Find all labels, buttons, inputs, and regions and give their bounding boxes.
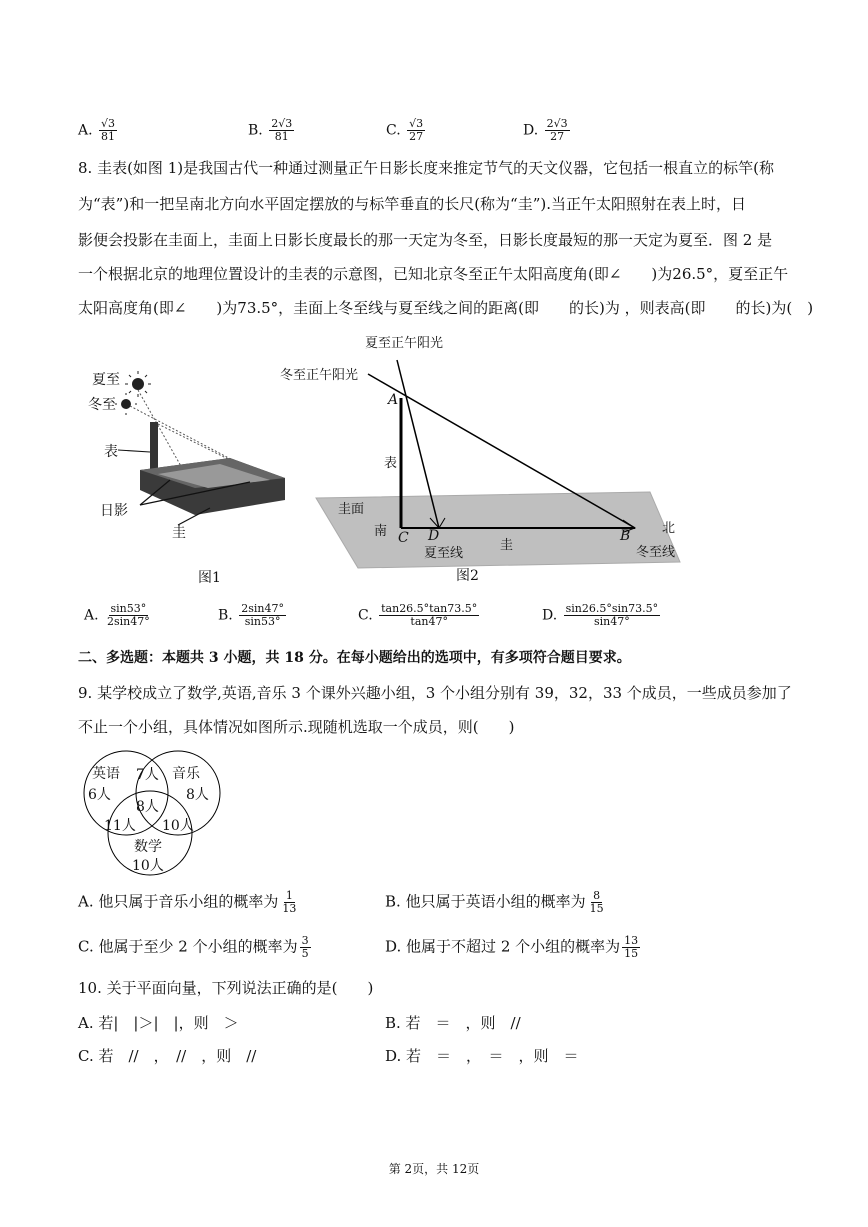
q7-option-d: D. $\frac{2√3}{27}$ [523,117,568,143]
fraction: $\frac{\sin 26.5^\circ\sin 73.5^\circ}{\sin 47^\circ}$ [565,602,659,628]
q8-line-2: 为“表”)和一把呈南北方向水平固定摆放的与标竿垂直的长尺(称为“圭”).当正午太阳照射在表上时，日 [78,195,747,213]
fraction: $\frac{13}{15}$ [624,934,639,960]
fig2-label-nan: 南 [374,524,388,539]
q9-option-d: D. 他属于不超过 2 个小组的概率为 $\frac{13}{15}$ [385,934,639,960]
fig2-label-xiazhi-light: 夏至正午阳光 [365,336,444,351]
venn-eng-math: 11人 [104,818,136,834]
fig1-label-dongzhi: 冬至 [88,397,116,413]
fraction: $\frac{3}{5}$ [301,934,309,960]
fraction: $\frac{\tan 26.5^\circ\tan 73.5^\circ}{\tan 47^\circ}$ [381,602,478,628]
fraction: $\frac{2√3}{81}$ [271,117,293,143]
fig2-label-dongzhixian: 冬至线 [636,545,676,560]
fig1-label-gui: 圭 [172,525,186,541]
fig1-caption: 图1 [198,570,221,586]
q8-option-c: C. $\frac{\tan 26.5^\circ\tan 73.5^\circ}{\tan 47^\circ}$ [358,602,478,628]
fig2-label-xiazhixian: 夏至线 [424,546,464,561]
q8-option-b: B. $\frac{2\sin 47^\circ}{\sin 53^\circ}$ [218,602,284,628]
venn-math-only: 10人 [132,858,164,874]
venn-label-math: 数学 [134,839,162,855]
fig2-caption: 图2 [456,568,479,584]
q8-option-d: D. $\frac{\sin 26.5^\circ\sin 73.5^\circ}{\sin 47^\circ}$ [542,602,659,628]
fig2-label-bei: 北 [662,521,676,536]
venn-all: 8人 [136,799,159,815]
fig2-label-dongzhi-light: 冬至正午阳光 [280,368,359,383]
q8-line-4: 一个根据北京的地理位置设计的圭表的示意图，已知北京冬至正午太阳高度角(即∠ )为26.5°，夏至正午 [78,265,789,283]
fig2-label-a: A [388,392,399,408]
venn-music-only: 8人 [186,787,209,803]
page-footer: 第 2页，共 12页 [388,1162,480,1176]
fraction: $\frac{\sin 53^\circ}{2\sin 47^\circ}$ [107,602,150,628]
q8-line-3: 影便会投影在圭面上，圭面上日影长度最长的那一天定为冬至，日影长度最短的那一天定为夏至．图 2 是 [78,231,773,249]
venn-label-english: 英语 [92,766,120,782]
fig2-label-guimian: 圭面 [338,502,365,517]
fig2-label-c: C [398,530,409,546]
q10-option-b: B. 若 ＝ ，则 // [385,1014,521,1032]
fraction: $\frac{1}{13}$ [282,889,297,915]
q9-line-2: 不止一个小组，具体情况如图所示.现随机选取一个成员，则( ) [78,718,515,736]
fraction: $\frac{√3}{27}$ [409,117,424,143]
fig2-label-b: B [620,528,631,544]
q10-stem: 10. 关于平面向量，下列说法正确的是( ) [78,979,374,997]
fraction: $\frac{√3}{81}$ [101,117,116,143]
q9-line-1: 9. 某学校成立了数学,英语,音乐 3 个课外兴趣小组，3 个小组分别有 39，32，33 个成员，一些成员参加了 [78,684,792,702]
fig2-label-biao: 表 [384,456,398,471]
fraction: $\frac{8}{15}$ [589,889,604,915]
sun-summer-icon [125,371,151,397]
q9-option-c: C. 他属于至少 2 个小组的概率为 $\frac{3}{5}$ [78,934,309,960]
q10-option-a: A. 若| |＞| |，则 ＞ [78,1014,239,1032]
q8-line-1: 8. 圭表(如图 1)是我国古代一种通过测量正午日影长度来推定节气的天文仪器，它包括一根直立的标竿(称 [78,159,774,177]
venn-music-math: 10人 [162,818,194,834]
q9-option-a: A. 他只属于音乐小组的概率为 $\frac{1}{13}$ [78,889,297,915]
fig2-label-d: D [428,528,440,544]
q8-option-a: A. $\frac{\sin 53^\circ}{2\sin 47^\circ}$ [84,602,150,628]
section-2-heading: 二、多选题：本题共 3 小题，共 18 分。在每小题给出的选项中，有多项符合题目要求。 [78,650,631,666]
q10-option-c: C. 若 // ， // ，则 // [78,1047,257,1065]
q10-option-d: D. 若 ＝ ， ＝ ，则 ＝ [385,1047,579,1065]
fig2-label-gui: 圭 [500,538,514,553]
fig1-label-xiazhi: 夏至 [92,372,120,388]
q9-option-b: B. 他只属于英语小组的概率为 $\frac{8}{15}$ [385,889,604,915]
venn-eng-music: 7人 [136,767,159,783]
venn-label-music: 音乐 [172,766,200,782]
fraction: $\frac{2\sin 47^\circ}{\sin 53^\circ}$ [241,602,284,628]
q7-option-b: B. $\frac{2√3}{81}$ [248,117,293,143]
q7-option-a: A. $\frac{√3}{81}$ [78,117,116,143]
q7-option-c: C. $\frac{√3}{27}$ [386,117,424,143]
q8-line-5: 太阳高度角(即∠ )为73.5°，圭面上冬至线与夏至线之间的距离(即 的长)为 ，则表高(即 的长)为( ) [78,299,814,317]
fraction: $\frac{2√3}{27}$ [546,117,568,143]
sun-winter-icon [115,393,137,415]
venn-english-only: 6人 [88,787,111,803]
fig1-label-riying: 日影 [100,503,128,519]
fig1-label-biao: 表 [104,444,118,460]
